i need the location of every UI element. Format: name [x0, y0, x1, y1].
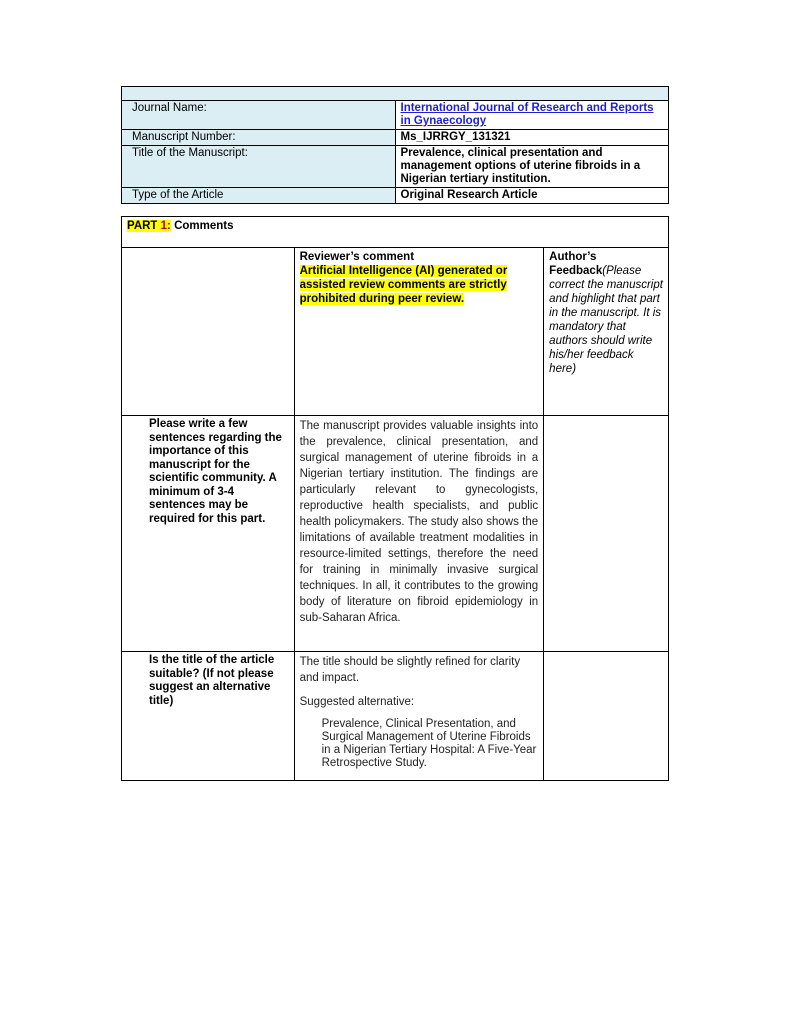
title-comment-intro: The title should be slightly refined for clarity and impact.: [299, 656, 521, 684]
manuscript-number-label: Manuscript Number:: [122, 130, 396, 146]
manuscript-title-value: Prevalence, clinical presentation and management options of uterine fibroids in a Nigerian tertiary institution.: [395, 146, 669, 188]
author-feedback-cell-title[interactable]: [544, 652, 669, 781]
journal-name-label: Journal Name:: [122, 101, 396, 130]
author-feedback-instruction: (Please correct the manuscript and highlight that part in the manuscript. It is mandatory that authors should write his/her feedback here): [549, 265, 663, 375]
info-header-cell: [122, 87, 669, 101]
journal-name-row: [122, 101, 669, 130]
table-row: [122, 652, 669, 781]
journal-name-link[interactable]: International Journal of Research and Reports in Gynaecology: [400, 102, 654, 127]
info-table-header-strip: [122, 87, 669, 101]
part-number: 1:: [160, 220, 171, 232]
article-type-row: [122, 188, 669, 204]
manuscript-title-row: [122, 146, 669, 188]
reviewer-comment-heading: Reviewer’s comment: [299, 251, 415, 263]
part-title: Comments: [174, 220, 234, 232]
table-row: [122, 416, 669, 652]
ai-prohibition-notice: Artificial Intelligence (AI) generated or assisted review comments are strictly prohibited during peer review.: [299, 265, 508, 305]
reviewer-comment-title: [294, 652, 544, 781]
article-type-value: Original Research Article: [395, 188, 669, 204]
author-feedback-cell-importance[interactable]: [544, 416, 669, 652]
suggested-alternative-title: Prevalence, Clinical Presentation, and Surgical Management of Uterine Fibroids in a Nigerian Tertiary Hospital: A Five-Year Retrospective Study.: [321, 718, 537, 769]
importance-comment-text: The manuscript provides valuable insights into the prevalence, clinical presentation, and surgical management of uterine fibroids in a Nigerian tertiary institution. The findings are particularly relevant to gynecologists, reproductive health specialists, and public health policymakers. The study also shows the limitations of available treatment modalities in resource-limited settings, therefore the need for training in minimally invasive surgical techniques. In all, it contributes to the growing body of literature on fibroid epidemiology in sub-Saharan Africa.: [299, 420, 539, 624]
reviewer-comment-header: [294, 248, 544, 416]
author-feedback-header: [544, 248, 669, 416]
author-feedback-heading: Author’s Feedback: [549, 251, 603, 277]
question-importance: Please write a few sentences regarding the importance of this manuscript for the scientific community. A minimum of 3-4 sentences may be required for this part.: [122, 416, 295, 652]
journal-name-value: [395, 101, 669, 130]
manuscript-title-label: Title of the Manuscript:: [122, 146, 396, 188]
reviewer-comment-importance: [294, 416, 544, 652]
manuscript-info-table: [121, 86, 669, 204]
title-comment-suggest-label: Suggested alternative:: [299, 696, 415, 708]
article-type-label: Type of the Article: [122, 188, 396, 204]
question-column-header: [122, 248, 295, 416]
column-header-row: [122, 248, 669, 416]
manuscript-number-value: Ms_IJRRGY_131321: [395, 130, 669, 146]
part-word: PART: [127, 220, 158, 232]
question-title-suitability: Is the title of the article suitable? (If not please suggest an alternative title): [122, 652, 295, 781]
manuscript-number-row: [122, 130, 669, 146]
part1-heading: [122, 217, 669, 248]
part1-title-row: [122, 217, 669, 248]
part1-comments-table: [121, 216, 669, 781]
